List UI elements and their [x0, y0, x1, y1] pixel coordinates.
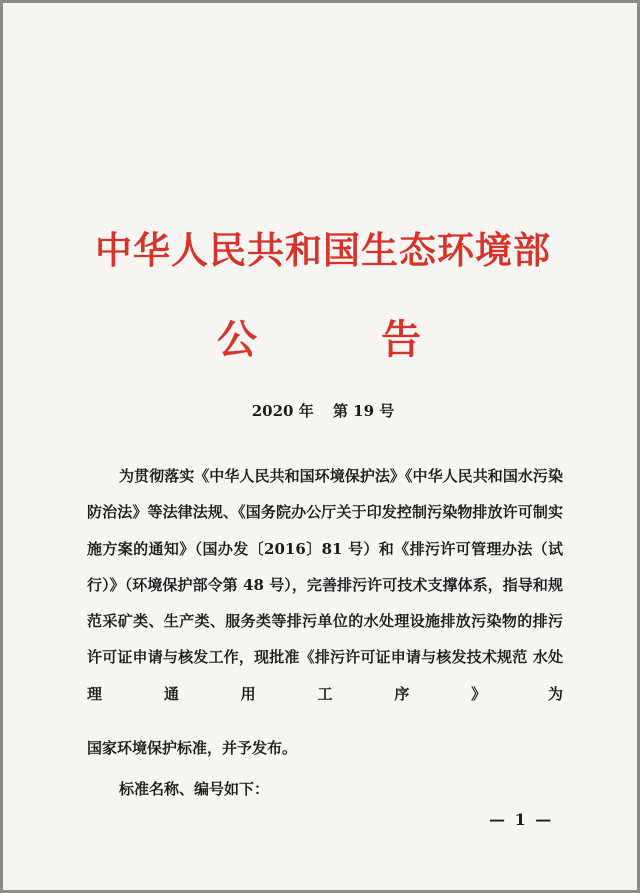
announcement-paragraph: 为贯彻落实《中华人民共和国环境保护法》《中华人民共和国水污染防治法》等法律法规、《国务院办公厅关于印发控制污染物排放许可制实施方案的通知》（国办发〔2016〕81 号）和《排污许可管理办法（试行）》（环境保护部令第 48 号），完善排污许可技术支撑体系，指导和规范采矿类、生产类、服务类等排污单位的水处理设施排放污染物的排污许可证申请与核发工作，现批准《排污许可证申请与核发技术规范 水处理通用工序》为: [87, 467, 563, 703]
page-number: — 1 —: [489, 810, 554, 829]
document-serial: 第 19 号: [332, 402, 395, 420]
document-type-char-1: 公: [217, 316, 257, 363]
document-type-heading: [3, 315, 640, 365]
issuing-organization-title: 中华人民共和国生态环境部: [95, 228, 551, 272]
document-number: [3, 400, 640, 422]
announcement-paragraph-end: 国家环境保护标准，并予发布。: [87, 739, 298, 757]
standard-list-intro: 标准名称、编号如下：: [119, 780, 270, 798]
document-year: 2020 年: [251, 402, 314, 420]
document-type-char-2: 告: [381, 316, 421, 363]
